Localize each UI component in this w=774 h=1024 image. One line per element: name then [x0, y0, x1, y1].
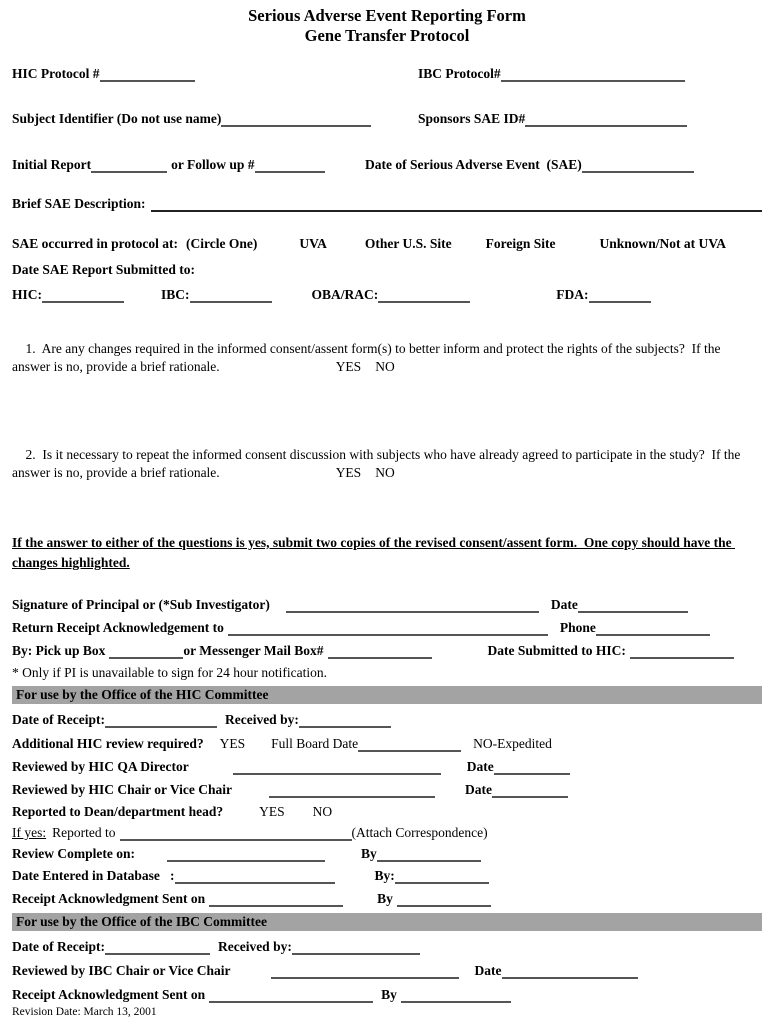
- ibc-chair-date-label: Date: [474, 963, 502, 979]
- ibc-receipt-ack-by-label: By: [381, 987, 397, 1003]
- hic-chair-date-label: Date: [465, 782, 492, 798]
- phone-blank[interactable]: [596, 621, 710, 636]
- initial-report-blank[interactable]: [91, 158, 167, 173]
- site-option-uva[interactable]: UVA: [299, 235, 327, 251]
- hic-received-by-blank[interactable]: [299, 713, 391, 728]
- hic-qa-director-label: Reviewed by HIC QA Director: [12, 759, 189, 775]
- ibc-received-by-blank[interactable]: [292, 940, 420, 955]
- hic-date-of-receipt-blank[interactable]: [105, 713, 217, 728]
- question-1-yes[interactable]: YES: [335, 359, 362, 375]
- ibc-receipt-row: [12, 939, 762, 955]
- ibc-date-of-receipt-blank[interactable]: [105, 940, 210, 955]
- ibc-receipt-ack-blank[interactable]: [209, 988, 373, 1003]
- hic-review-complete-row: [12, 846, 762, 862]
- submitted-to-row: [12, 287, 762, 303]
- hic-database-row: [12, 868, 762, 884]
- hic-qa-director-blank[interactable]: [233, 760, 441, 775]
- hic-reported-to-label: Reported to: [52, 825, 116, 841]
- site-option-unknown[interactable]: Unknown/Not at UVA: [599, 235, 727, 251]
- hic-chair-blank[interactable]: [269, 783, 435, 798]
- hic-date-of-receipt-label: Date of Receipt:: [12, 712, 105, 728]
- hic-dean-yes[interactable]: YES: [259, 804, 285, 820]
- messenger-blank[interactable]: [328, 644, 432, 659]
- submitted-oba-rac-label: OBA/RAC:: [311, 286, 379, 302]
- hic-database-by-label: By:: [374, 868, 395, 884]
- sponsors-sae-id-label: Sponsors SAE ID#: [418, 110, 526, 126]
- brief-description-blank[interactable]: [151, 197, 762, 212]
- ibc-receipt-ack-label: Receipt Acknowledgment Sent on: [12, 987, 206, 1003]
- ibc-office-header-label: For use by the Office of the IBC Committee: [16, 914, 267, 930]
- hic-full-board-date-blank[interactable]: [358, 737, 461, 752]
- ibc-receipt-ack-row: [12, 987, 762, 1003]
- hic-office-header: [12, 686, 762, 704]
- submitted-fda-label: FDA:: [556, 286, 589, 302]
- pickup-label: By: Pick up Box: [12, 643, 106, 659]
- revised-consent-note: If the answer to either of the questions is yes, submit two copies of the revised consent/assent form. One copy should have the changes highlighted.: [12, 534, 735, 570]
- signature-label: Signature of Principal or (*Sub Investigator): [12, 597, 270, 613]
- hic-if-yes-row: [12, 825, 762, 841]
- hic-reported-to-blank[interactable]: [120, 826, 352, 841]
- follow-up-label: or Follow up #: [171, 156, 255, 172]
- hic-chair-date-blank[interactable]: [492, 783, 568, 798]
- date-of-sae-blank[interactable]: [582, 158, 694, 173]
- form-title-line2: Gene Transfer Protocol: [304, 25, 470, 45]
- site-option-other-us[interactable]: Other U.S. Site: [364, 235, 452, 251]
- hic-chair-row: [12, 782, 762, 798]
- form-title-line1: Serious Adverse Event Reporting Form: [248, 6, 526, 25]
- follow-up-blank[interactable]: [255, 158, 325, 173]
- hic-receipt-ack-by-label: By: [377, 891, 393, 907]
- signature-date-blank[interactable]: [578, 598, 688, 613]
- pi-footnote: * Only if PI is unavailable to sign for 24 hour notification.: [12, 665, 327, 681]
- hic-database-label: Date Entered in Database :: [12, 868, 175, 884]
- return-receipt-row: [12, 620, 762, 636]
- date-submitted-hic-label: Date Submitted to HIC:: [487, 643, 626, 659]
- hic-review-complete-blank[interactable]: [167, 847, 325, 862]
- hic-receipt-ack-label: Receipt Acknowledgment Sent on: [12, 891, 206, 907]
- date-submitted-hic-blank[interactable]: [630, 644, 734, 659]
- question-2: [12, 428, 762, 533]
- question-1-text: 1. Are any changes required in the informed consent/assent form(s) to better inform and protect the rights of the subjects? If the answer is no, provide a brief rationale.: [12, 340, 724, 375]
- subject-identifier-label: Subject Identifier (Do not use name): [12, 110, 222, 126]
- brief-description-label: Brief SAE Description:: [12, 195, 146, 211]
- submitted-ibc-label: IBC:: [161, 286, 190, 302]
- sae-occurred-row: [12, 236, 762, 252]
- question-2-yes[interactable]: YES: [335, 465, 362, 481]
- return-receipt-label: Return Receipt Acknowledgement to: [12, 620, 224, 636]
- hic-dean-row: [12, 804, 762, 820]
- date-submitted-label: Date SAE Report Submitted to:: [12, 261, 195, 277]
- hic-office-header-label: For use by the Office of the HIC Committee: [16, 687, 269, 703]
- hic-full-board-date-label: Full Board Date: [271, 736, 359, 752]
- hic-chair-label: Reviewed by HIC Chair or Vice Chair: [12, 782, 232, 798]
- hic-additional-review-row: [12, 736, 762, 752]
- initial-report-label: Initial Report: [12, 156, 92, 172]
- hic-no-expedited[interactable]: NO-Expedited: [473, 736, 552, 752]
- hic-database-blank[interactable]: [175, 869, 335, 884]
- signature-row: [12, 597, 762, 613]
- ibc-received-by-label: Received by:: [217, 939, 292, 955]
- hic-dean-label: Reported to Dean/department head?: [12, 804, 224, 820]
- question-2-no[interactable]: NO: [375, 465, 395, 481]
- hic-receipt-ack-by-blank[interactable]: [397, 892, 491, 907]
- hic-dean-no[interactable]: NO: [312, 804, 333, 820]
- hic-if-yes-label: If yes:: [12, 825, 47, 841]
- hic-additional-review-yes[interactable]: YES: [219, 736, 246, 752]
- subject-identifier-blank[interactable]: [221, 112, 371, 127]
- hic-review-by-blank[interactable]: [377, 847, 481, 862]
- ibc-receipt-ack-by-blank[interactable]: [401, 988, 511, 1003]
- signature-blank[interactable]: [286, 598, 539, 613]
- sae-occurred-label: SAE occurred in protocol at:: [12, 235, 178, 251]
- hic-attach-label: (Attach Correspondence): [351, 825, 488, 841]
- hic-receipt-row: [12, 712, 762, 728]
- ibc-protocol-blank[interactable]: [501, 67, 685, 82]
- hic-receipt-ack-row: [12, 891, 762, 907]
- submitted-fda-blank[interactable]: [589, 288, 651, 303]
- signature-date-label: Date: [550, 597, 578, 613]
- hic-protocol-blank[interactable]: [100, 67, 195, 82]
- ibc-chair-row: [12, 963, 762, 979]
- submitted-hic-label: HIC:: [12, 286, 42, 302]
- hic-database-by-blank[interactable]: [395, 869, 489, 884]
- pickup-row: [12, 643, 762, 659]
- hic-additional-review-label: Additional HIC review required?: [12, 736, 204, 752]
- ibc-office-header: [12, 913, 762, 931]
- question-1: [12, 322, 762, 428]
- messenger-label: or Messenger Mail Box#: [183, 643, 324, 659]
- question-2-text: 2. Is it necessary to repeat the informed consent discussion with subjects who have already agreed to participate in the study? If the answer is no, provide a brief rationale.: [12, 446, 744, 481]
- initial-report-row: [12, 157, 762, 173]
- question-1-no[interactable]: NO: [375, 359, 395, 375]
- hic-review-by-label: By: [360, 846, 377, 862]
- hic-qa-director-row: [12, 759, 762, 775]
- ibc-chair-blank[interactable]: [271, 964, 459, 979]
- submitted-oba-rac-blank[interactable]: [378, 288, 470, 303]
- brief-description-row: [12, 196, 762, 212]
- date-of-sae-label: Date of Serious Adverse Event (SAE): [365, 156, 582, 172]
- site-option-foreign[interactable]: Foreign Site: [485, 235, 556, 251]
- date-submitted-row: [12, 262, 762, 278]
- circle-one-label: (Circle One): [186, 235, 258, 251]
- ibc-date-of-receipt-label: Date of Receipt:: [12, 939, 105, 955]
- ibc-chair-label: Reviewed by IBC Chair or Vice Chair: [12, 963, 231, 979]
- ibc-chair-date-blank[interactable]: [502, 964, 638, 979]
- form-title: [12, 6, 762, 46]
- hic-review-complete-label: Review Complete on:: [12, 846, 135, 862]
- hic-protocol-label: HIC Protocol #: [12, 65, 100, 81]
- ibc-protocol-label: IBC Protocol#: [418, 65, 501, 81]
- revision-date: Revision Date: March 13, 2001: [12, 1006, 157, 1019]
- protocol-row: [12, 66, 762, 82]
- submitted-hic-blank[interactable]: [42, 288, 124, 303]
- hic-receipt-ack-blank[interactable]: [209, 892, 343, 907]
- hic-qa-date-blank[interactable]: [494, 760, 570, 775]
- pi-footnote-row: [12, 665, 762, 681]
- phone-label: Phone: [559, 620, 596, 636]
- submitted-ibc-blank[interactable]: [190, 288, 272, 303]
- sponsors-sae-id-blank[interactable]: [525, 112, 687, 127]
- hic-received-by-label: Received by:: [224, 712, 299, 728]
- pickup-blank[interactable]: [109, 644, 183, 659]
- hic-qa-date-label: Date: [466, 759, 494, 775]
- subject-row: [12, 111, 762, 127]
- return-receipt-blank[interactable]: [228, 621, 548, 636]
- footer-row: [12, 1006, 762, 1018]
